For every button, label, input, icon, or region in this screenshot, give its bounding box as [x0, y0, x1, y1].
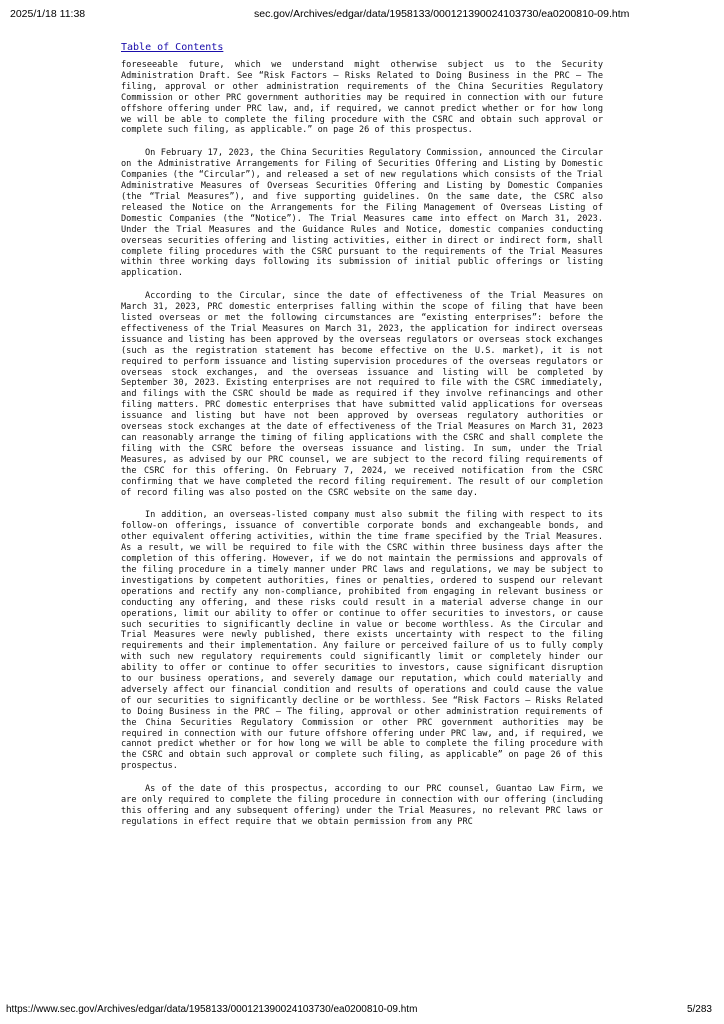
print-header: [10, 8, 714, 24]
paragraph-follow-on-filing: In addition, an overseas-listed company must also submit the filing with respect to its follow-on offerings, issuance of convertible corporate bonds and exchangeable bonds, and other equivalent offering activities, within the time frame specified by the Trial Measures. As a result, we will be required to file with the CSRC within three business days after the completion of this offering. However, if we do not maintain the permissions and approvals of the filing procedure in a timely manner under PRC laws and regulations, we may be subject to investigations by competent authorities, fines or penalties, ordered to suspend our relevant operations and rectify any non-compliance, prohibited from engaging in relevant business or conducting any offering, and these risks could result in a material adverse change in our operations, limit our ability to offer or continue to offer securities to investors, or cause such securities to significantly decline in value or become worthless. As the Circular and Trial Measures were newly published, there exists uncertainty with respect to the filing requirements and their implementation. Any failure or perceived failure of us to fully comply with such new regulatory requirements could significantly limit or completely hinder our ability to offer or continue to offer securities to investors, cause significant disruption to our business operations, and severely damage our reputation, which could materially and adversely affect our financial condition and results of operations and could cause the value of our securities to significantly decline or be worthless. See “Risk Factors — Risks Related to Doing Business in the PRC — The filing, approval or other administration requirements of the China Securities Regulatory Commission or other PRC government authorities may be required in connection with our future offshore offering under PRC law, and, if required, we cannot predict whether or for how long we will be able to complete the filing procedure with the CSRC and obtain such approval or complete such filing, as applicable” on page 26 of this prospectus.: [121, 510, 603, 772]
paragraph-prc-counsel: As of the date of this prospectus, according to our PRC counsel, Guantao Law Firm, we are only required to complete the filing procedure in connection with our offering (including this offering and any subsequent offering) under the Trial Measures, no relevant PRC laws or regulations in effect require that we obtain permission from any PRC: [121, 784, 603, 827]
page-number: 5/283: [686, 1004, 712, 1015]
paragraph-circular: On February 17, 2023, the China Securities Regulatory Commission, announced the Circular on the Administrative Arrangements for Filing of Securities Offering and Listing by Domestic Companies (the “Circular”), and released a set of new regulations which consists of the Trial Administrative Measures of Overseas Securities Offering and Listing by Domestic Companies (the “Trial Measures”), and five supporting guidelines. On the same date, the CSRC also released the Notice on the Arrangements for the Filing Management of Overseas Listing of Domestic Companies (the “Notice”). The Trial Measures came into effect on March 31, 2023. Under the Trial Measures and the Guidance Rules and Notice, domestic companies conducting overseas securities offering and listing activities, either in direct or indirect form, shall complete filing procedures with the CSRC pursuant to the requirements of the Trial Measures within three working days following its submission of initial public offerings or listing application.: [121, 148, 603, 279]
print-datetime: 2025/1/18 11:38: [10, 8, 86, 20]
table-of-contents-link[interactable]: Table of Contents: [121, 42, 224, 53]
paragraph-existing-enterprises: According to the Circular, since the date of effectiveness of the Trial Measures on March 31, 2023, PRC domestic enterprises falling within the scope of filing that have been listed overseas or met the following circumstances are “existing enterprises”: before the effectiveness of the Trial Measures on March 31, 2023, the application for indirect overseas issuance and listing has been approved by the overseas regulators or overseas stock exchanges (such as the registration statement has become effective on the U.S. market), it is not required to perform issuance and listing supervision procedures of the overseas regulators or overseas stock exchanges, and the overseas issuance and listing will be completed by September 30, 2023. Existing enterprises are not required to file with the CSRC immediately, and filings with the CSRC should be made as required if they involve refinancings and other filing matters. PRC domestic enterprises that have submitted valid applications for overseas issuance and listing but have not been approved by overseas regulatory authorities or overseas stock exchanges at the date of effectiveness of the Trial Measures on March 31, 2023 can reasonably arrange the timing of filing applications with the CSRC and shall complete the filing with the CSRC before the overseas issuance and listing. In sum, under the Trial Measures, as advised by our PRC counsel, we are subject to the record filing requirements of the CSRC for this offering. On February 7, 2024, we received notification from the CSRC confirming that we have completed the record filing requirement. The result of our completion of record filing was also posted on the CSRC website on the same day.: [121, 291, 603, 498]
print-footer: [6, 1004, 712, 1018]
print-footer-url: https://www.sec.gov/Archives/edgar/data/1958133/000121390024103730/ea0200810-09.htm: [6, 1004, 418, 1015]
paragraph-continuation: foreseeable future, which we understand might otherwise subject us to the Security Administration Draft. See “Risk Factors — Risks Related to Doing Business in the PRC — The filing, approval or other administration requirements of the China Securities Regulatory Commission or other PRC government authorities may be required in connection with our future offshore offering under PRC law, and, if required, we cannot predict whether or for how long we will be able to complete the filing procedure with the CSRC and obtain such approval or complete such filing, as applicable.” on page 26 of this prospectus.: [121, 60, 603, 136]
print-header-url: sec.gov/Archives/edgar/data/1958133/000121390024103730/ea0200810-09.htm: [254, 8, 630, 20]
document-body: [121, 60, 603, 840]
